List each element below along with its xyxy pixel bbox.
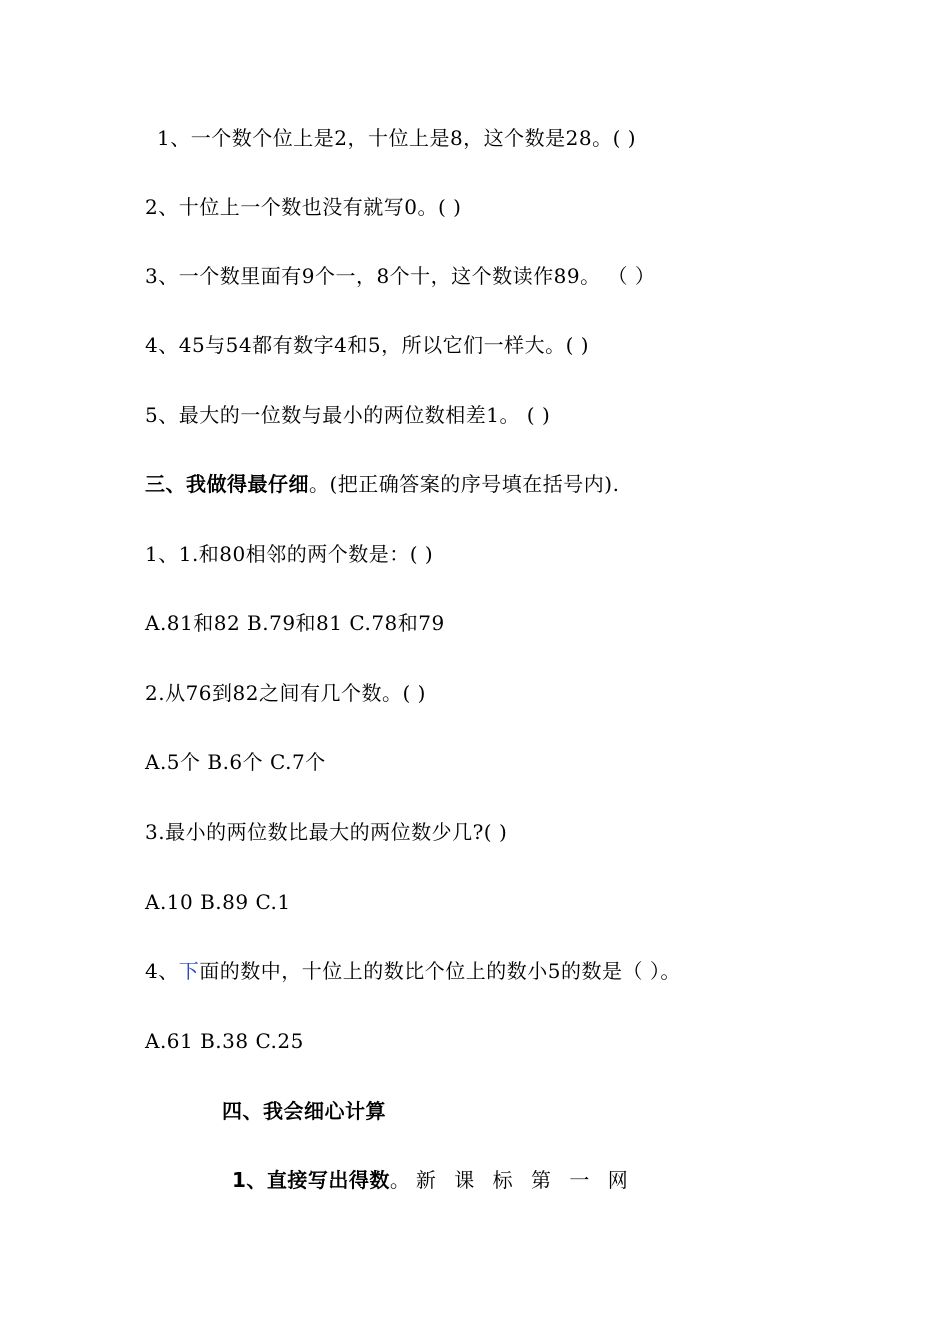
section-three-heading <box>145 472 619 496</box>
question-4-highlight: 下 <box>178 959 200 983</box>
section-three-title: 三、我做得最仔细 <box>145 472 309 496</box>
choice-options-3: A.10 B.89 C.1 <box>145 890 291 914</box>
choice-question-4 <box>145 959 681 983</box>
judge-item-1: 1、一个数个位上是2，十位上是8，这个数是28。( ) <box>157 126 637 150</box>
section-four-heading: 四、我会细心计算 <box>222 1099 386 1123</box>
choice-options-1: A.81和82 B.79和81 C.78和79 <box>145 611 445 635</box>
calc-subheading-title: 1、直接写出得数 <box>232 1168 390 1192</box>
question-4-text: 面的数中，十位上的数比个位上的数小5的数是（ ）。 <box>199 959 681 983</box>
section-three-instruction: 。(把正确答案的序号填在括号内). <box>309 472 620 496</box>
question-4-number: 4、 <box>145 959 179 983</box>
choice-options-2: A.5个 B.6个 C.7个 <box>145 750 326 774</box>
judge-item-2: 2、十位上一个数也没有就写0。( ) <box>145 195 462 219</box>
choice-question-1: 1、1.和80相邻的两个数是：( ) <box>145 542 434 566</box>
calc-subheading <box>232 1168 634 1192</box>
calc-subheading-source: 。新 课 标 第 一 网 <box>389 1168 634 1192</box>
choice-options-4: A.61 B.38 C.25 <box>145 1029 304 1053</box>
judge-item-5: 5、最大的一位数与最小的两位数相差1。 ( ) <box>145 403 551 427</box>
choice-question-2: 2.从76到82之间有几个数。( ) <box>145 681 426 705</box>
judge-item-3: 3、一个数里面有9个一，8个十，这个数读作89。 （ ） <box>145 264 656 288</box>
judge-item-4: 4、45与54都有数字4和5，所以它们一样大。( ) <box>145 333 590 357</box>
choice-question-3: 3.最小的两位数比最大的两位数少几?( ) <box>145 820 508 844</box>
